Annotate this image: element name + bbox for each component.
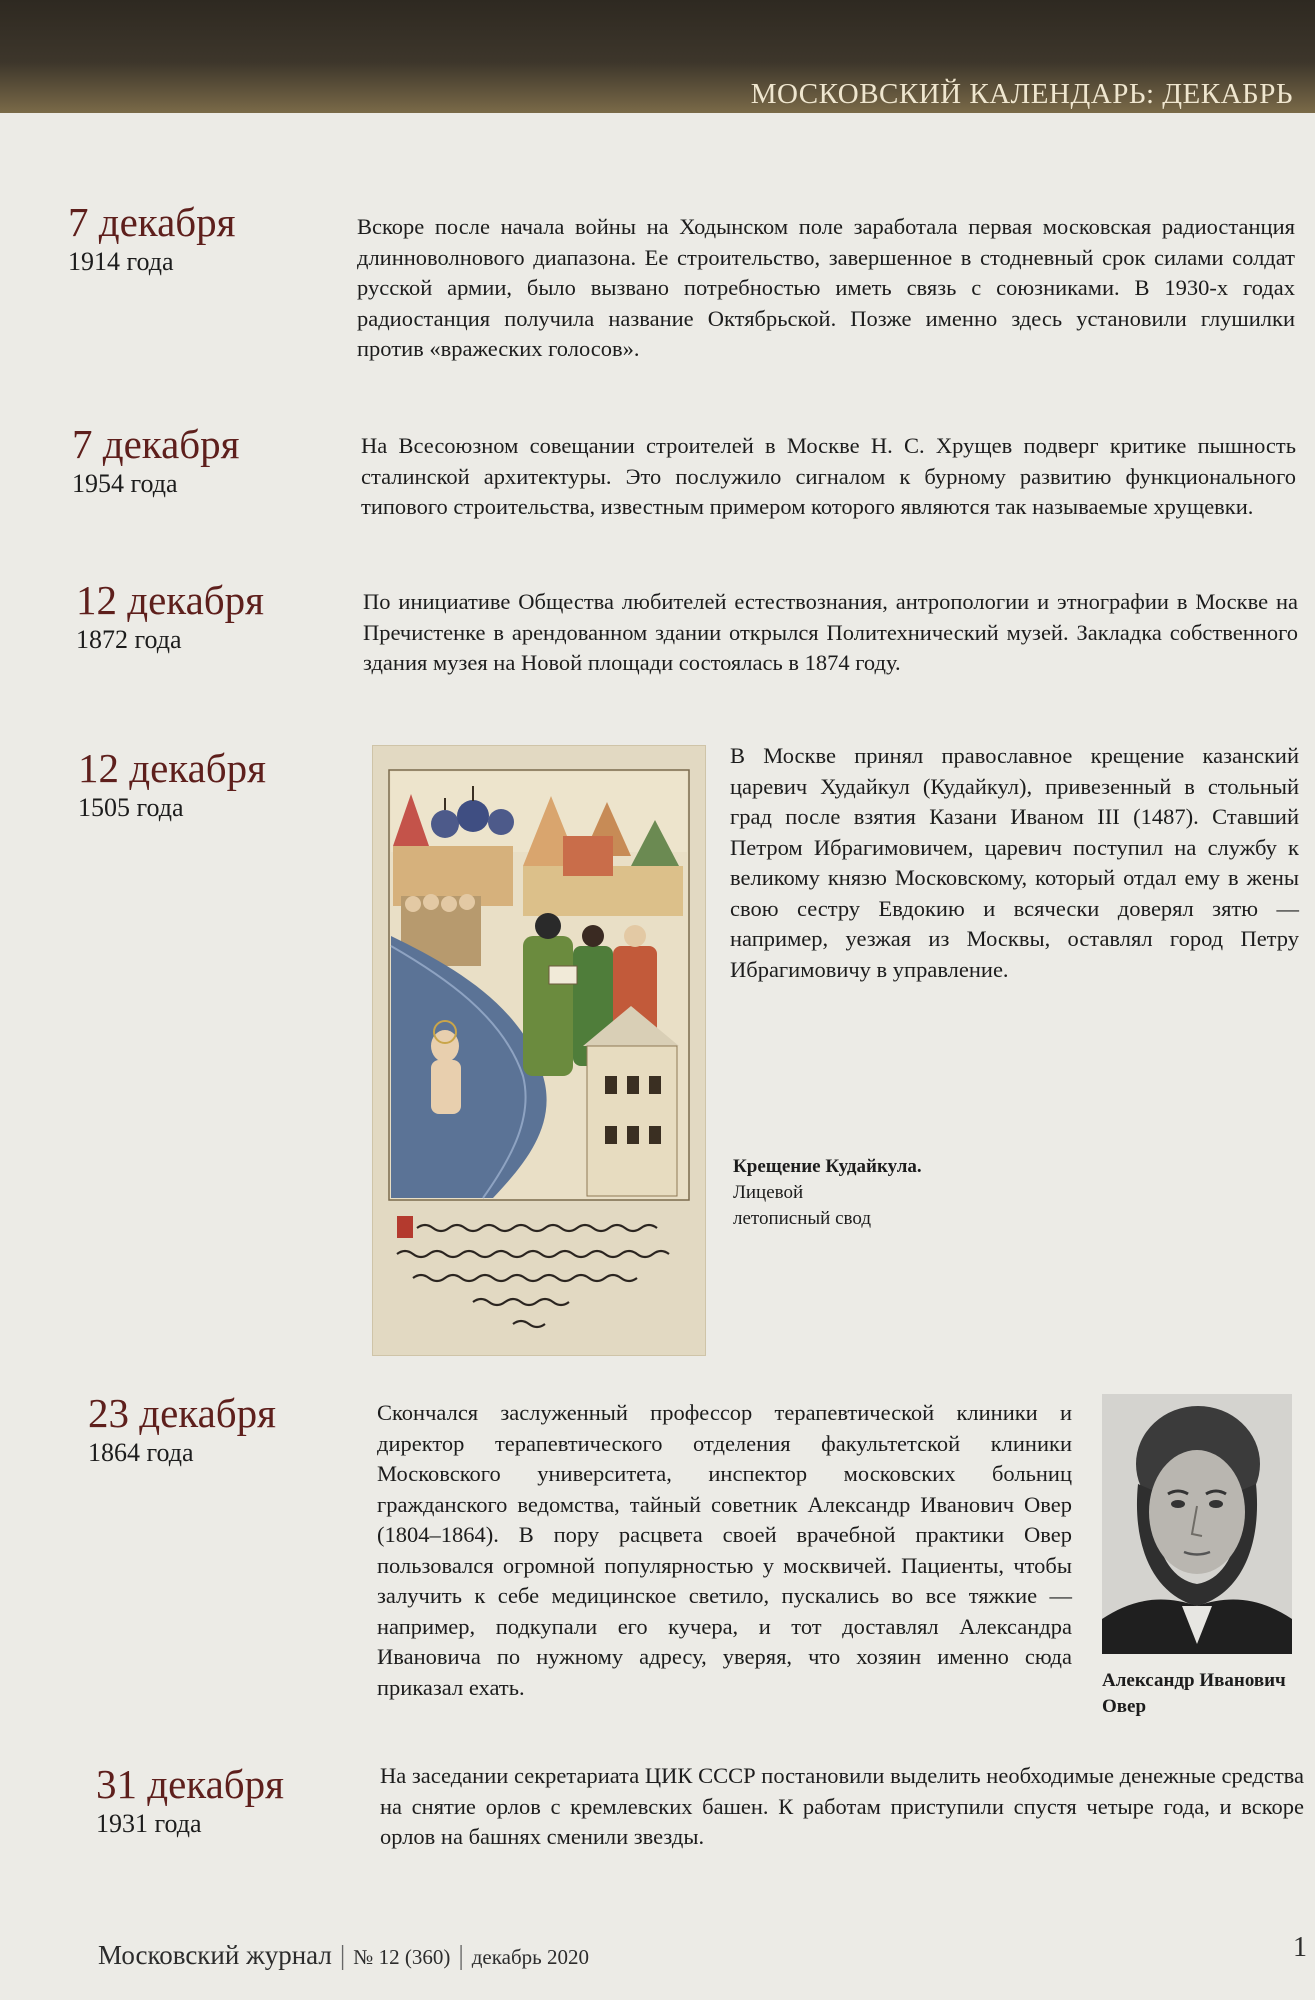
entry-year: 1914 года (68, 247, 174, 276)
entry-year: 1872 года (76, 625, 182, 654)
miniature-caption-line: Лицевой (733, 1182, 804, 1203)
section-title: МОСКОВСКИЙ КАЛЕНДАРЬ: ДЕКАБРЬ (750, 78, 1293, 110)
entry-year: 1931 года (96, 1809, 202, 1838)
miniature-caption (733, 1154, 922, 1232)
entry-text: На заседании секретариата ЦИК СССР постановили выделить необходимые денежные средства на снятие орлов с кремлевских башен. К работам приступили спустя четыре года, и вскоре орлов на башнях сменили звезды. (380, 1763, 1304, 1849)
entry-date: 31 декабря (96, 1761, 285, 1807)
footer-journal-name: Московский журнал (98, 1940, 332, 1970)
entry-year: 1954 года (72, 469, 178, 498)
entry-date: 7 декабря (72, 421, 240, 467)
miniature-caption-line: летописный свод (733, 1208, 871, 1229)
entry-text: В Москве принял православное крещение казанский царевич Худайкул (Кудайкул), привезенный в стольный град после взятия Казани Иваном III (1487). Ставший Петром Ибрагимовичем, царевич поступил на службу к великому князю Московскому, который отдал ему в жены свою сестру Евдокию и всячески доверял зятю — например, уезжая из Москвы, оставлял город Петру Ибрагимовичу в управление. (730, 743, 1299, 982)
portrait-caption-line: Овер (1102, 1696, 1147, 1717)
footer: Московский журнал | № 12 (360) | декабрь 2020 (98, 1940, 589, 1970)
entry-date: 7 декабря (68, 199, 236, 245)
portrait-caption (1102, 1668, 1286, 1720)
entry-text: По инициативе Общества любителей естествознания, антропологии и этнографии в Москве на Пречистенке в арендованном здании открылся Политехнический музей. Закладка собственного здания музея на Новой площади состоялась в 1874 году. (363, 589, 1298, 675)
page-number: 1 (1293, 1932, 1307, 1963)
footer-issue: № 12 (360) (353, 1945, 451, 1969)
portrait-caption-line: Александр Иванович (1102, 1670, 1286, 1691)
portrait-image (1102, 1394, 1292, 1654)
entry-text: Вскоре после начала войны на Ходынском поле заработала первая московская радиостанция длинноволнового диапазона. Ее строительство, завершенное в стодневный срок силами солдат русской армии, было вызвано потребностью иметь связь с союзниками. В 1930-х годах радиостанция получила название Октябрьской. Позже именно здесь установили глушилки против «вражеских голосов». (357, 214, 1295, 361)
entry-text: На Всесоюзном совещании строителей в Москве Н. С. Хрущев подверг критике пышность сталинской архитектуры. Это послужило сигналом к бурному развитию функционального типового строительства, известным примером которого являются так называемые хрущевки. (361, 433, 1296, 519)
entry-year: 1505 года (78, 793, 184, 822)
entry-date: 23 декабря (88, 1390, 277, 1436)
entry-date: 12 декабря (76, 577, 265, 623)
footer-date: декабрь 2020 (471, 1945, 589, 1969)
entry-text: Скончался заслуженный профессор терапевтической клиники и директор терапевтического отделения факультетской клиники Московского университета, инспектор московских больниц гражданского ведомства, тайный советник Александр Иванович Овер (1804–1864). В пору расцвета своей врачебной практики Овер пользовался огромной популярностью у москвичей. Пациенты, чтобы залучить к себе медицинское светило, пускались во все тяжкие — например, подкупали его кучера, и тот доставлял Александра Ивановича по нужному адресу, уверяя, что хозяин именно сюда приказал ехать. (377, 1400, 1072, 1700)
chronicle-miniature-image (372, 745, 706, 1356)
miniature-caption-title: Крещение Кудайкула. (733, 1156, 922, 1177)
entry-date: 12 декабря (78, 745, 267, 791)
entry-year: 1864 года (88, 1438, 194, 1467)
